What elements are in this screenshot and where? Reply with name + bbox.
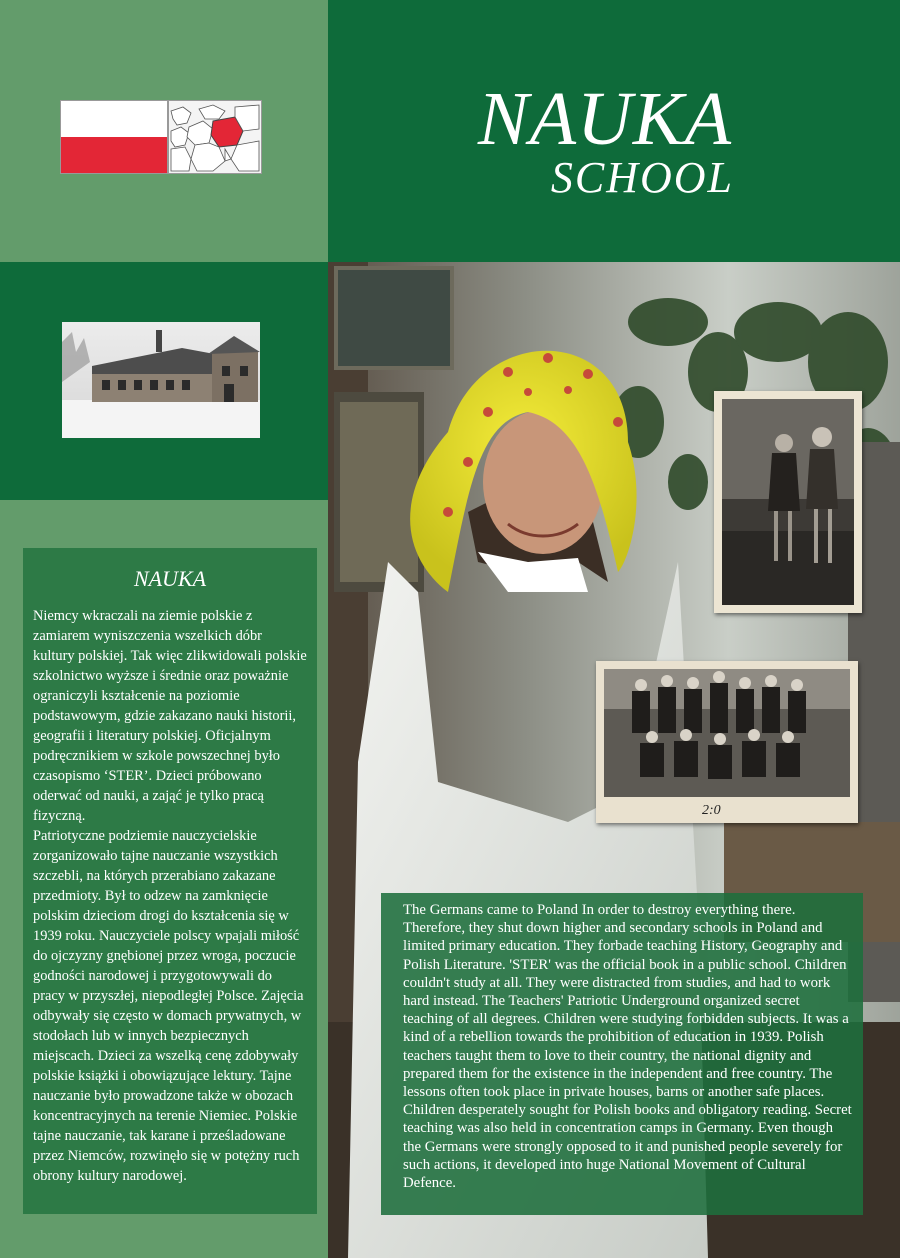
page-subtitle: SCHOOL [550,153,734,202]
english-text-box [381,893,863,1215]
page-title: NAUKA [477,77,732,161]
polish-flag-icon [60,100,168,174]
europe-map-icon [168,100,262,174]
polish-paragraph-2: Patriotyczne podziemie nauczycielskie zorganizowało tajne nauczanie wszystkich szczebli, na których przerabiano zakazane przedmioty. Był to odzew na zamknięcie polskim dzieciom drogi do kształcenia się w 1939 roku. Nauczyciele polscy wpajali miłość do ojczyzny gnębionej przez wroga, poczucie godności narodowej i przygotowywali do pracy w przyszłej, niepodległej Polsce. Zajęcia odbywały się często w domach prywatnych, w stodołach lub w innych bezpiecznych miejscach. Dzieci za wszelką cenę zdobywały polskie książki i obowiązujące lektury. Tajne nauczanie było prowadzone także w obozach koncentracyjnych na terenie Niemiec. Polskie tajne nauczanie, tak karane i prześladowane przez Niemców, rozwinęło się w potężny ruch obrony kultury narodowej. [33,828,304,1184]
polish-heading: NAUKA [133,566,207,591]
polish-text-box [23,548,317,1214]
flag-and-map [60,100,262,174]
vintage-photo-girls [714,391,862,613]
english-paragraph: The Germans came to Poland In order to destroy everything there. Therefore, they shut down higher and secondary schools in Poland and limited primary education. They forbade teaching History, Geography and Polish Literature. 'STER' was the official book in a public school. Children couldn't study at all. They were distracted from studies, and had to work hard instead. The Teachers' Patriotic Underground organized secret teaching of all degrees. Children were studying forbidden subjects. It was a kind of a rebellion towards the prohibition of education in 1939. Polish teachers taught them to love to their country, the national dignity and prepared them for the existence in the independent and free country. The lessons often took place in private houses, barns or another safe places. Children desperately sought for Polish books and obligatory reading. Secret teaching was also held in concentration camps in Germany. Even though the Germans were strongly opposed to it and punished people severely for such actions, it developed into huge National Movement of Cultural Defence. [403,902,852,1192]
vintage-photo-football-team [596,661,858,823]
title-block [328,0,900,262]
school-building-photo [62,322,260,438]
polish-paragraph-1: Niemcy wkraczali na ziemie polskie z zamiarem wyniszczenia wszelkich dóbr kultury polskiej. Tak więc zlikwidowali polskie szkolnictwo wyższe i średnie oraz poważnie ograniczyli kształcenie na poziomie podstawowym, gdzie zakazano nauki historii, geografii i literatury polskiej. Oficjalnym podręcznikiem w szkole powszechnej było czasopismo ‘STER’. Dzieci próbowano oderwać od nauki, a zająć je tylko pracą fizyczną. [33,608,307,824]
team-photo-caption: 2:0 [702,803,721,818]
